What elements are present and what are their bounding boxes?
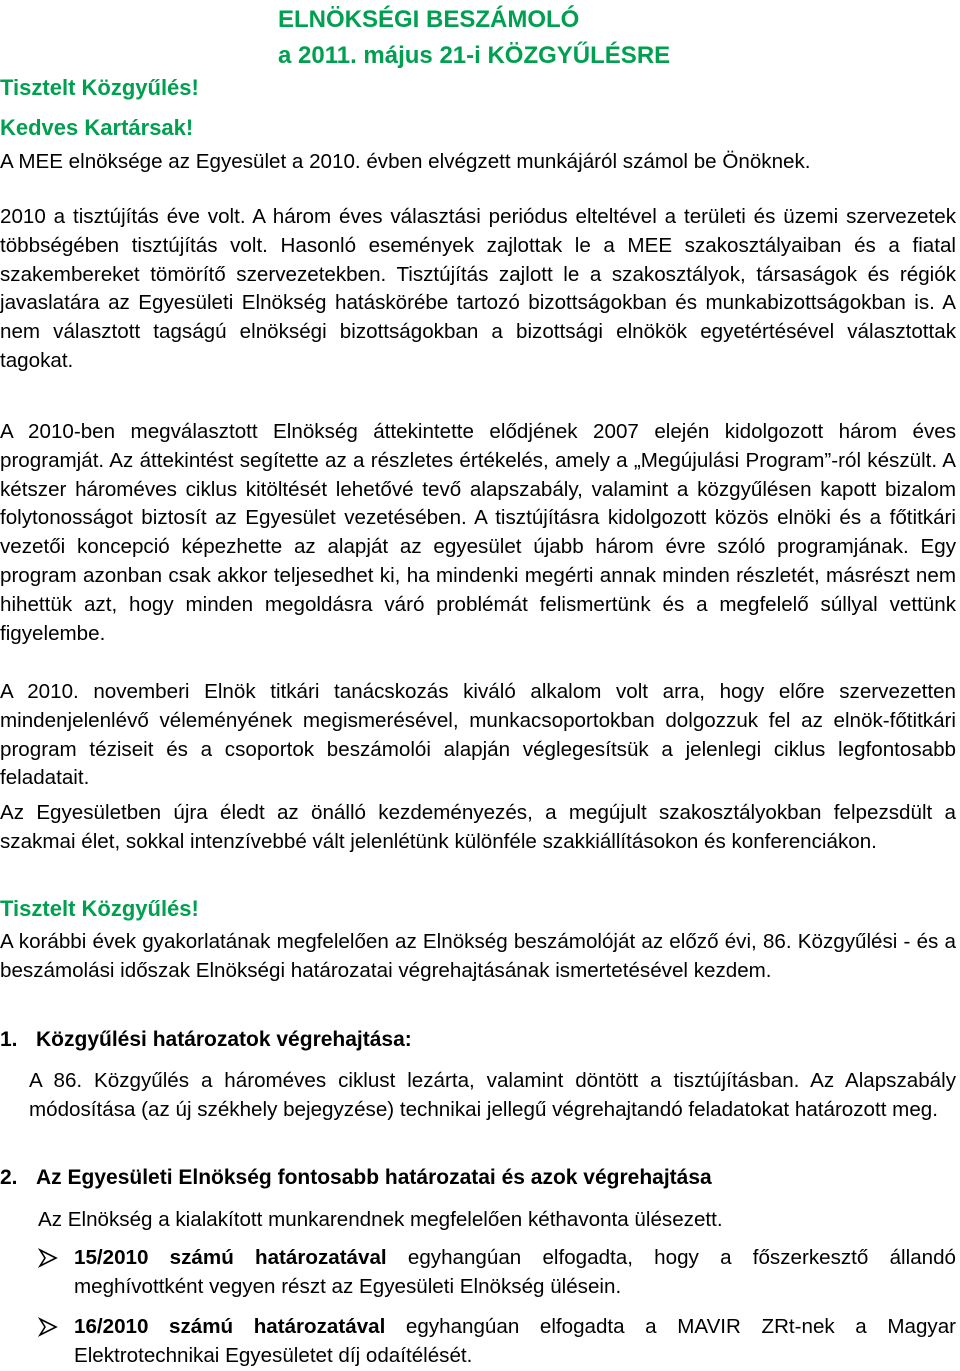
section-1-title: Közgyűlési határozatok végrehajtása: xyxy=(36,1028,412,1051)
paragraph-3-part-d: A tisztújításra kidolgozott közös elnöki és a főtitkári vezetői koncepció képezhette az alapját az egyesület újabb három évre szóló programjának. xyxy=(0,506,956,559)
bullet-text xyxy=(74,1244,956,1302)
title-line-1: ELNÖKSÉGI BESZÁMOLÓ xyxy=(278,6,580,33)
section-2-heading xyxy=(0,1164,712,1192)
paragraph-5: Az Egyesületben újra éledt az önálló kezdeményezés, a megújult szakosztályokban felpezsdült a szakmai élet, sokkal intenzívebbé vált jelenlétünk különféle szakkiállításokon és konferenciákon. xyxy=(0,801,956,853)
section-2-title: Az Egyesületi Elnökség fontosabb határozatai és azok végrehajtása xyxy=(36,1166,712,1189)
bullet-bold-lead: 16/2010 számú határozatával xyxy=(74,1315,386,1338)
section-2-text: Az Elnökség a kialakított munkarendnek megfelelően kéthavonta ülésezett. xyxy=(38,1208,723,1231)
arrowhead-bullet-icon xyxy=(38,1317,58,1337)
paragraph-2-part-d: A nem választott tagságú elnökségi bizottságokban a bizottsági elnökök egyetértésével választottak tagokat. xyxy=(0,291,956,372)
bullet-text xyxy=(74,1313,956,1371)
section-1-number: 1. xyxy=(0,1028,18,1051)
paragraph-3-part-b: Az áttekintést segítette az a részletes értékelés, amely a „Megújulási Program”-ról készült. xyxy=(109,448,943,472)
title-line-2: a 2011. május 21-i KÖZGYŰLÉSRE xyxy=(278,42,671,69)
paragraph-3-part-a: A 2010-ben megválasztott Elnökség áttekintette elődjének 2007 elején kidolgozott három éves programját. xyxy=(0,420,956,472)
paragraph-3 xyxy=(0,418,956,648)
paragraph-2-part-b: Hasonló események zajlottak le a MEE szakosztályaiban és a fiatal szakembereket tömörítő szervezetekben. xyxy=(0,233,956,286)
paragraph-4: A 2010. novemberi Elnök titkári tanácskozás kiváló alkalom volt arra, hogy előre szervezetten mindenjelenlévő véleményének megismerésével, munkacsoportokban dolgozzuk fel az elnök-főtitkári program téziseit és a csoportok beszámolói alapján véglegesítsük a jelenlegi ciklus legfontosabb feladatait. xyxy=(0,680,956,790)
greeting-3: Tisztelt Közgyűlés! xyxy=(0,896,199,921)
list-item xyxy=(0,1244,956,1302)
greeting-2: Kedves Kartársak! xyxy=(0,115,194,140)
bullet-bold-lead: 15/2010 számú határozatával xyxy=(74,1246,387,1269)
intro-paragraph: A MEE elnöksége az Egyesület a 2010. évben elvégzett munkájáról számol be Önöknek. xyxy=(0,150,811,173)
section-1-heading xyxy=(0,1026,412,1054)
paragraph-2-part-a: 2010 a tisztújítás éve volt. A három éves választási periódus elteltével a területi és üzemi szervezetek többségében tisztújítás volt. xyxy=(0,205,956,257)
paragraph-3-part-e: Egy program azonban csak akkor teljesedhet ki, ha mindenki megérti annak minden részletét, másrészt nem hihettük azt, hogy minden megoldásra váró problémát felismertünk és a megfelelő súllyal vettünk figyelembe. xyxy=(0,535,956,645)
bullet-rest: egyhangúan elfogadta a MAVIR ZRt-nek a Magyar Elektrotechnikai Egyesületet díj odaítélését. xyxy=(74,1315,956,1367)
paragraph-2 xyxy=(0,203,956,376)
paragraph-6: A korábbi évek gyakorlatának megfelelően az Elnökség beszámolóját az előző évi, 86. Közgyűlési - és a beszámolási időszak Elnökségi határozatai végrehajtásának ismertetésével kezdem. xyxy=(0,930,956,982)
bullet-rest: egyhangúan elfogadta, hogy a főszerkesztő állandó meghívottként vegyen részt az Egyesületi Elnökség ülésein. xyxy=(74,1246,957,1298)
list-item xyxy=(0,1313,956,1371)
report-title xyxy=(278,4,670,72)
section-2-number: 2. xyxy=(0,1166,18,1189)
greeting-1: Tisztelt Közgyűlés! xyxy=(0,75,199,100)
arrowhead-bullet-icon xyxy=(38,1248,58,1268)
section-1-text: A 86. Közgyűlés a hároméves ciklust lezárta, valamint döntött a tisztújításban. Az Alapszabály módosítása (az új székhely bejegyzése) technikai jellegű végrehajtandó feladatokat határozott meg. xyxy=(29,1069,956,1121)
paragraph-2-part-c: Tisztújítás zajlott le a szakosztályok, társaságok és régiók javaslatára az Egyesületi Elnökség hatáskörébe tartozó bizottságokban és munkabizottságokban is. xyxy=(0,262,956,315)
paragraph-3-part-c: A kétszer hároméves ciklus kitöltését lehetővé tevő alapszabály, valamint a közgyűlésen kapott bizalom folytonosságot biztosít az Egyesület vezetésében. xyxy=(0,448,956,530)
